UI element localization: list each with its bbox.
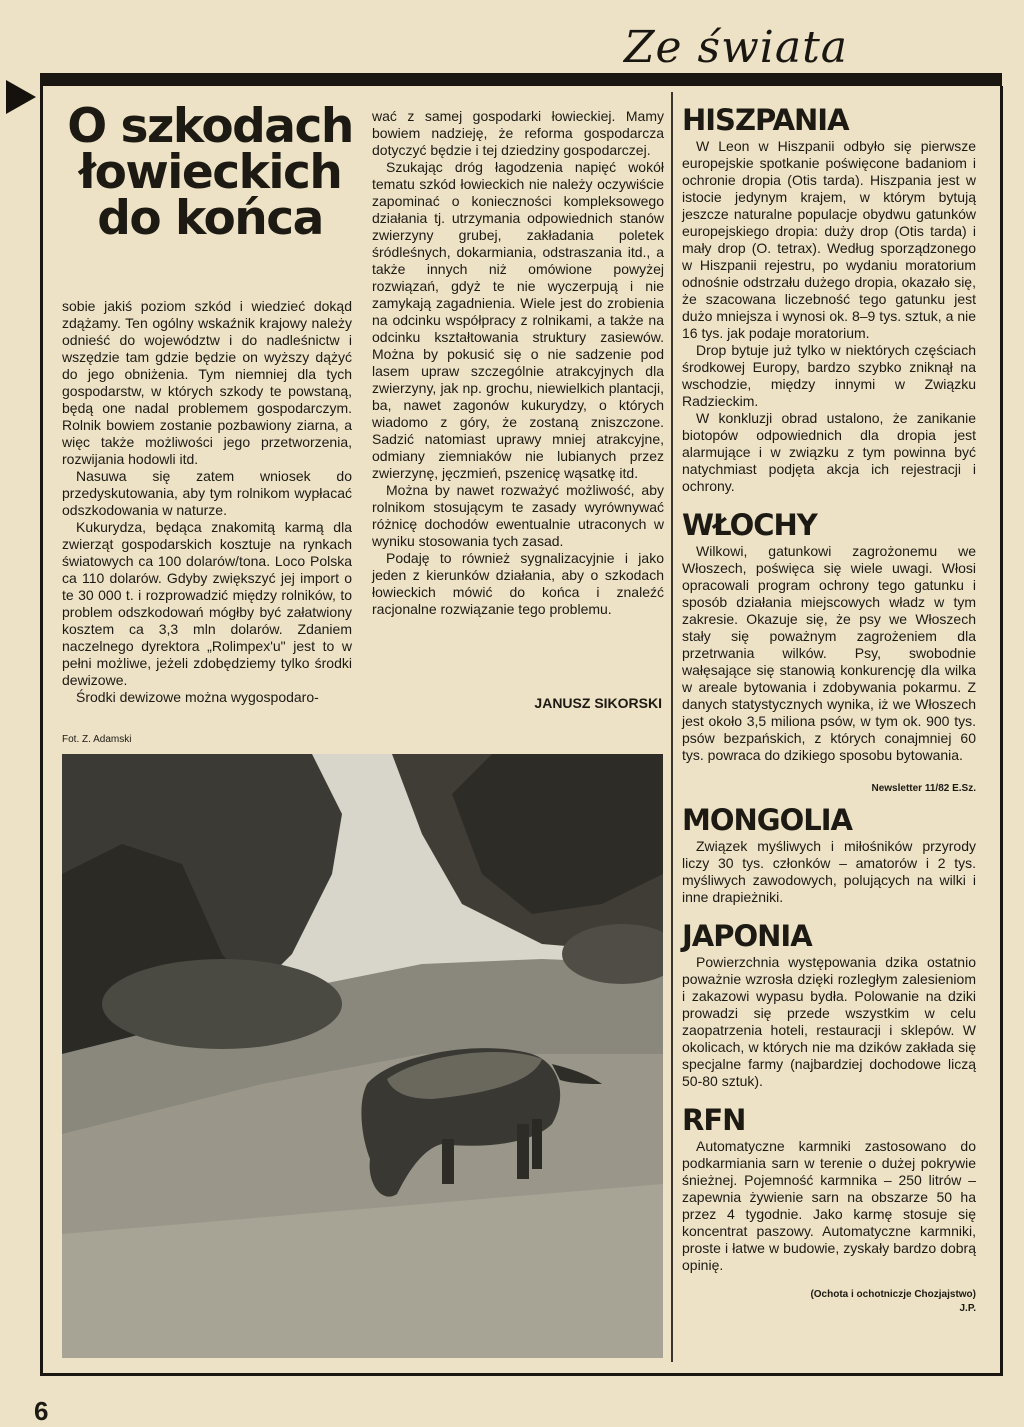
news-heading-mongolia: MONGOLIA xyxy=(682,803,852,837)
article-paragraph: sobie jakiś poziom szkód i wiedzieć dokąd zdążamy. Ten ogólny wskaźnik krajowy należy odnieść do województw i do nadleśnictw i wszędzie tam gdzie będzie on wyższy dążyć do jego obniżenia. Tym niemniej dla tych gospodarstw, w których szkody te powstaną, będą one nadal problemem gospodarczym. Rolnik bowiem zostanie pozbawiony ziarna, a więc także możliwości jego przetworzenia, rozwijania hodowli itd. xyxy=(62,298,352,467)
headline-line-3: do końca xyxy=(97,191,323,246)
article-paragraph: Szukając dróg łagodzenia napięć wokół tematu szkód łowieckich nie należy oczywiście zapominać o konieczności kompleksowego działania tj. utrzymania odpowiednich stanów zwierzyny grubej, zakładania poletek śródleśnych, dokarmiania, odstraszania itd., a także innych niż omówione powyżej rozwiązań, gdyż te nie wyczerpują i nie zamykają zagadnienia. Wiele jest do zrobienia na odcinku współpracy z rolnikami, a także na odcinku kształtowania struktury zasiewów. Można by pokusić się o nie sadzenie pod lasem upraw szczególnie atrakcyjnych dla zwierzyny, jak np. grochu, niewielkich plantacji, ba, nawet zagonów kukurydzy, o których wiadomo z góry, że zostaną zniszczone. Sadzić natomiast uprawy mniej atrakcyjne, odmiany ziemniaków nie lubianych przez zwierzynę, jęczmień, pszenicę wąsatkę itd. xyxy=(372,159,664,481)
headline-line-1: O szkodach xyxy=(67,99,353,154)
news-source-italy: Newsletter 11/82 E.Sz. xyxy=(871,783,976,794)
news-column xyxy=(682,104,976,1316)
article-headline xyxy=(52,99,368,246)
news-paragraph: Związek myśliwych i miłośników przyrody liczy 30 tys. członków – amatorów i 2 tys. myśliwych zawodowych, polujących na wilki i inne drapieżniki. xyxy=(682,838,976,905)
article-paragraph: Kukurydza, będąca znakomitą karmą dla zwierząt gospodarskich kosztuje na rynkach światowych ca 100 dolarów/tona. Loco Polska ca 110 dolarów. Gdyby zwiększyć jej import o te 30 000 t. i rozprowadzić między rolników, to problem odszkodowań mógłby być załatwiony kosztem ca 3,3 mln dolarów. Zdaniem naczelnego dyrektora „Rolimpex'u" jest to w pełni możliwe, jeżeli zdobędziemy tylko środki dewizowe. xyxy=(62,519,352,688)
news-paragraph: Drop bytuje już tylko w niektórych częściach środkowej Europy, bardzo szybko zniknął na wschodzie, między innymi w Związku Radzieckim. xyxy=(682,342,976,409)
top-rule xyxy=(40,73,1002,86)
news-rfn xyxy=(682,1104,976,1316)
article-paragraph: Podaję to również sygnalizacyjnie i jako jeden z kierunków działania, aby o szkodach łowieckich mówić do końca i znaleźć racjonalne rozwiązanie tego problemu. xyxy=(372,550,664,617)
right-rule xyxy=(1000,86,1003,1376)
section-title: Ze świata xyxy=(623,22,848,73)
news-spain xyxy=(682,104,976,495)
photo-credit: Fot. Z. Adamski xyxy=(62,734,132,745)
news-paragraph: Wilkowi, gatunkowi zagrożonemu we Włoszech, poświęca się wiele uwagi. Włosi opracowali program ochrony tego gatunku i sposób działania miejscowych władz w tym zakresie. Okazuje się, że psy we Włoszech stały się poważnym zagrożeniem dla przetrwania wilków. Psy, swobodnie wałęsające się stanowią konkurencję dla wilka w areale bytowania i zdobywania pokarmu. Z danych statystycznych wynika, iż we Włoszech jest około 3,5 miliona psów, w tym ok. 900 tys. psów bezpańskich, z których conajmniej 60 tys. powraca do dzikiego sposobu bytowania. xyxy=(682,543,976,763)
headline-line-2: łowieckich xyxy=(78,145,342,200)
news-heading-spain: HISZPANIA xyxy=(682,103,849,137)
news-signature-rfn: J.P. xyxy=(959,1303,976,1314)
news-heading-japan: JAPONIA xyxy=(682,919,812,953)
column-separator xyxy=(671,92,673,1362)
wild-boar-photo xyxy=(62,754,663,1358)
article-paragraph: wać z samej gospodarki łowieckiej. Mamy bowiem nadzieję, że reforma gospodarcza dotyczyć będzie i tej dziedziny gospodarczej. xyxy=(372,108,664,158)
article-paragraph: Środki dewizowe można wygospodaro- xyxy=(76,689,319,705)
article-author: JANUSZ SIKORSKI xyxy=(534,695,662,711)
article-column-2 xyxy=(372,108,664,618)
left-rule xyxy=(40,86,43,1376)
news-paragraph: Powierzchnia występowania dzika ostatnio poważnie wzrosła dzięki rozległym zalesieniom i zakazowi wypasu bydła. Polowanie na dziki prowadzi się przede wszystkim w celu zaopatrzenia hoteli, restauracji i sklepów. W okolicach, w których nie ma dzików zakłada się specjalne farmy (najbardziej dochodowe liczą 50-80 sztuk). xyxy=(682,954,976,1089)
wild-boar-photo-illustration xyxy=(62,754,663,1358)
news-source-rfn: (Ochota i ochotniczje Chozjajstwo) xyxy=(810,1289,976,1300)
arrow-marker-icon xyxy=(6,80,36,114)
news-japan xyxy=(682,920,976,1090)
article-paragraph: Nasuwa się zatem wniosek do przedyskutowania, aby tym rolnikom wypłacać odszkodowania w naturze. xyxy=(62,468,352,518)
news-paragraph: W Leon w Hiszpanii odbyło się pierwsze europejskie spotkanie poświęcone badaniom i ochronie dropia (Otis tarda). Hiszpania jest w istocie jedynym krajem, w którym bytują jeszcze naturalne populacje obydwu gatunków europejskiego dropia: duży drop (Otis tarda) i mały drop (O. tetrax). Według sporządzonego w Hiszpanii rejestru, po wydaniu moratorium odnośnie odstrzału dużego dropia, okazało się, że szacowana liczebność tego gatunku jest dużo mniejsza i wynosi ok. 8–9 tys. sztuk, a nie 16 tys. jak podaje moratorium. xyxy=(682,138,976,341)
news-heading-italy: WŁOCHY xyxy=(682,508,817,542)
news-paragraph: Automatyczne karmniki zastosowano do podkarmiania sarn w terenie o dużej pokrywie śnieżnej. Pojemność karmnika – 250 litrów – zapewnia żywienie sarn na obszarze 50 ha przez 4 tygodnie. Jako karmę stosuje się koncentrat paszowy. Automatyczne karmniki, proste i łatwe w budowie, zyskały bardzo dobrą opinię. xyxy=(682,1138,976,1273)
news-mongolia xyxy=(682,804,976,906)
news-paragraph: W konkluzji obrad ustalono, że zanikanie biotopów odpowiednich dla dropia jest alarmujące i w związku z tym powinna być natychmiast podjęta akcja ich rejestracji i ochrony. xyxy=(682,410,976,494)
news-heading-rfn: RFN xyxy=(682,1103,746,1137)
page-number: 6 xyxy=(34,1396,49,1426)
bottom-rule xyxy=(40,1373,1002,1376)
news-italy xyxy=(682,509,976,796)
article-paragraph: Można by nawet rozważyć możliwość, aby rolnikom stosującym te zasady wyrównywać różnicę dochodów ewentualnie utraconych w wyniku stosowania tych zasad. xyxy=(372,482,664,549)
article-column-1 xyxy=(62,298,352,706)
